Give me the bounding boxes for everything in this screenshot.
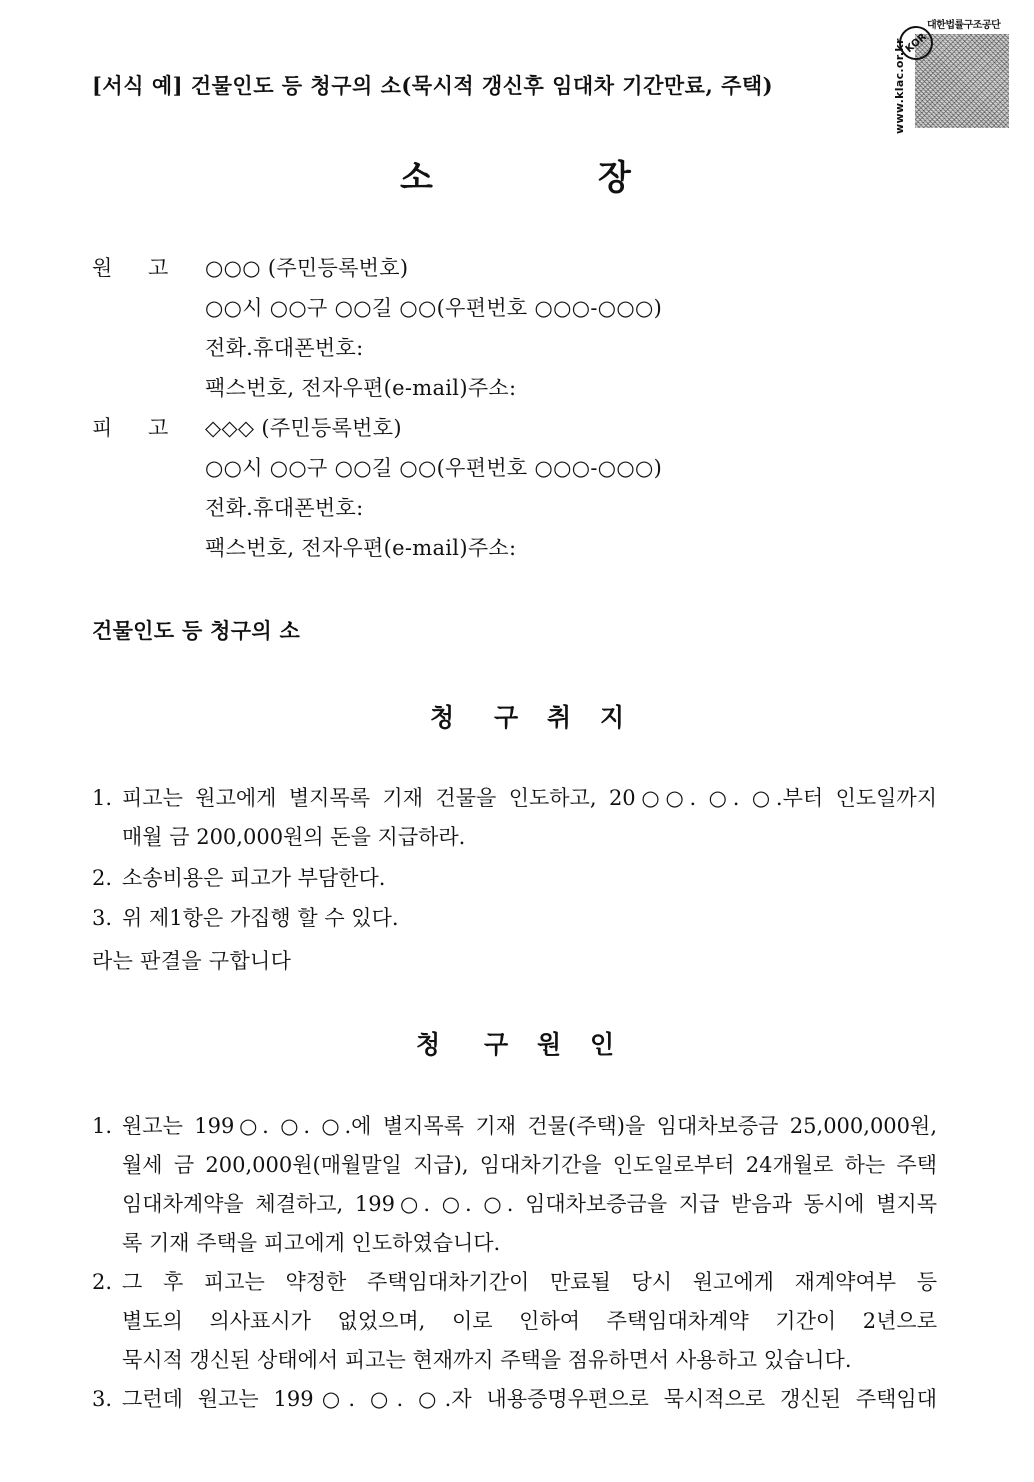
item-line: 위 제1항은 가집행 할 수 있다.: [122, 906, 399, 930]
claim-purpose-closing: 라는 판결을 구합니다: [92, 949, 292, 973]
claim-purpose-heading-3: 취: [547, 703, 572, 732]
claim-cause-heading-4: 인: [590, 1030, 615, 1059]
defendant-name: ◇◇◇ (주민등록번호): [205, 416, 402, 440]
claim-cause-heading-2: 구: [484, 1030, 509, 1059]
defendant-address: ○○시 ○○구 ○○길 ○○(우편번호 ○○○-○○○): [205, 456, 663, 480]
doc-title-char-1: 소: [400, 158, 433, 198]
claim-cause-item: [92, 1263, 937, 1380]
defendant-label-1: 피: [92, 416, 113, 440]
item-line: 그런데 원고는 199○. ○. ○.자 내용증명우편으로 묵시적으로 갱신된 주택임대: [122, 1387, 937, 1411]
plaintiff-phone: 전화.휴대폰번호:: [205, 336, 364, 360]
claim-purpose-heading-1: 청: [430, 703, 455, 732]
claim-cause-heading-1: 청: [416, 1030, 441, 1059]
claim-purpose-item: [92, 899, 937, 938]
item-number: 3.: [92, 1387, 113, 1411]
item-number: 1.: [92, 786, 113, 810]
plaintiff-name: ○○○ (주민등록번호): [205, 256, 409, 280]
item-line: 매월 금 200,000원의 돈을 지급하라.: [122, 825, 466, 849]
item-line: 임대차계약을 체결하고, 199○. ○. ○. 임대차보증금을 지급 받음과 동시에 별지목: [122, 1192, 937, 1216]
claim-cause-heading-3: 원: [537, 1030, 562, 1059]
claim-purpose-heading-2: 구: [494, 703, 519, 732]
claim-purpose-item: [92, 779, 937, 857]
claim-purpose-item: [92, 859, 937, 898]
item-line: 별도의 의사표시가 없었으며, 이로 인하여 주택임대차계약 기간이 2년으로: [122, 1309, 937, 1333]
logo-org-text: 대한법률구조공단: [927, 20, 1001, 31]
item-line: 록 기재 주택을 피고에게 인도하였습니다.: [122, 1231, 501, 1255]
item-number: 1.: [92, 1114, 113, 1138]
doc-title-char-2: 장: [598, 158, 631, 198]
logo-url-text: www.klac.or.kr: [893, 38, 906, 134]
claim-cause-item: [92, 1107, 937, 1263]
plaintiff-address: ○○시 ○○구 ○○길 ○○(우편번호 ○○○-○○○): [205, 296, 663, 320]
claim-cause-item: [92, 1380, 937, 1419]
item-line: 월세 금 200,000원(매월말일 지급), 임대차기간을 인도일로부터 24개월로 하는 주택: [122, 1153, 937, 1177]
claim-purpose-heading-4: 지: [600, 703, 625, 732]
defendant-phone: 전화.휴대폰번호:: [205, 496, 364, 520]
form-title: [서식 예] 건물인도 등 청구의 소(묵시적 갱신후 임대차 기간만료, 주택): [92, 73, 774, 98]
defendant-label-2: 고: [148, 416, 169, 440]
item-number: 3.: [92, 906, 113, 930]
plaintiff-fax-email: 팩스번호, 전자우편(e-mail)주소:: [205, 376, 517, 400]
item-line: 소송비용은 피고가 부담한다.: [122, 866, 386, 890]
logo-badge: KOR: [892, 19, 940, 67]
item-number: 2.: [92, 1270, 113, 1294]
item-line: 그 후 피고는 약정한 주택임대차기간이 만료될 당시 원고에게 재계약여부 등: [122, 1270, 937, 1294]
case-name: 건물인도 등 청구의 소: [92, 618, 301, 643]
plaintiff-label-2: 고: [148, 256, 169, 280]
defendant-fax-email: 팩스번호, 전자우편(e-mail)주소:: [205, 536, 517, 560]
item-line: 묵시적 갱신된 상태에서 피고는 현재까지 주택을 점유하면서 사용하고 있습니다.: [122, 1348, 852, 1372]
item-number: 2.: [92, 866, 113, 890]
plaintiff-label-1: 원: [92, 256, 113, 280]
klac-logo-icon: [893, 12, 1013, 134]
item-line: 원고는 199○. ○. ○.에 별지목록 기재 건물(주택)을 임대차보증금 25,000,000원,: [122, 1114, 937, 1138]
item-line: 피고는 원고에게 별지목록 기재 건물을 인도하고, 20○○. ○. ○.부터 인도일까지: [122, 786, 937, 810]
